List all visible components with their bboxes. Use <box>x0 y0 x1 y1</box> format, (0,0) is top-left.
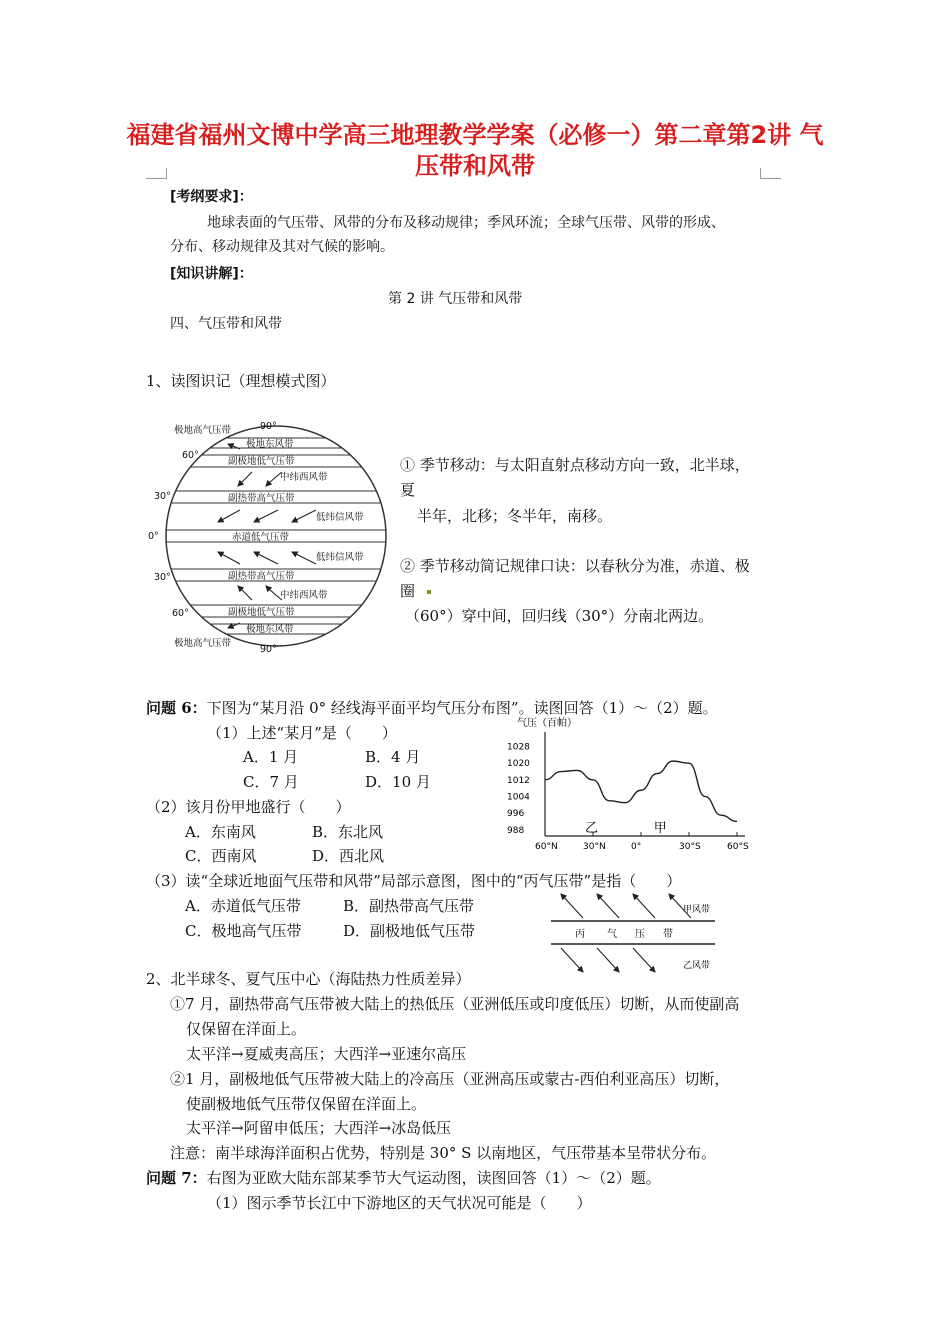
globe-label-lat30-top: 30° <box>154 491 171 502</box>
q6-opt-b: B．4 月 <box>365 748 421 766</box>
globe-label-lat0: 0° <box>148 531 159 542</box>
note2-line3: （60°）穿中间，回归线（30°）分南北两边。 <box>405 607 714 625</box>
q6-opt3-a: A．赤道低气压带 <box>185 897 301 915</box>
section-heading: 四、气压带和风带 <box>170 316 282 332</box>
band-char-4: 带 <box>663 929 673 940</box>
kaogang-text-line2: 分布、移动规律及其对气候的影响。 <box>170 239 394 255</box>
p1-line1: ①7 月，副热带高气压带被大陆上的热低压（亚洲低压或印度低压）切断，从而使副高 <box>170 995 740 1013</box>
chart-annotation-yi: 乙 <box>585 821 599 836</box>
item2-heading: 2、北半球冬、夏气压中心（海陆热力性质差异） <box>146 970 471 988</box>
q6-opt3-d: D．副极地低气压带 <box>343 922 476 940</box>
q6-stem: 下图为“某月沿 0° 经线海平面平均气压分布图”。读图回答（1）～（2）题。 <box>206 699 718 717</box>
q7-stem: 右图为亚欧大陆东部某季节大气运动图，读图回答（1）～（2）题。 <box>206 1169 661 1187</box>
pressure-band-diagram <box>545 888 725 974</box>
corner-mark-right <box>760 168 781 179</box>
chart-ytick-2: 1012 <box>507 775 530 786</box>
q6-label: 问题 6： <box>146 699 207 717</box>
p2-line3: 太平洋→阿留申低压；大西洋→冰岛低压 <box>186 1119 452 1137</box>
globe-label-subtropical-high-top: 副热带高气压带 <box>228 493 295 504</box>
band-char-3: 压 <box>635 929 645 940</box>
kaogang-text-line1: 地球表面的气压带、风带的分布及移动规律；季风环流；全球气压带、风带的形成、 <box>207 215 725 231</box>
globe-label-lat60-top: 60° <box>182 450 199 461</box>
note2-line1: ② 季节移动简记规律口诀：以春秋分为准，赤道、极 <box>400 557 750 575</box>
chart-xtick-0: 60°N <box>535 842 558 852</box>
globe-label-westerlies-bottom: 中纬西风带 <box>280 590 328 601</box>
q6-sub3: （3）读“全球近地面气压带和风带”局部示意图，图中的“丙气压带”是指（ ） <box>146 872 682 890</box>
chart-ytick-4: 996 <box>507 809 525 820</box>
note-line: 注意：南半球海洋面积占优势，特别是 30° S 以南地区，气压带基本呈带状分布。 <box>170 1144 717 1162</box>
chart-ytick-1: 1020 <box>507 759 530 770</box>
globe-label-polar-easterlies-top: 极地东风带 <box>246 439 294 450</box>
globe-label-trades-top: 低纬信风带 <box>316 512 364 523</box>
chart-ytick-3: 1004 <box>507 792 530 803</box>
q6-opt-d: D．10 月 <box>365 773 431 791</box>
globe-label-subtropical-high-bottom: 副热带高气压带 <box>228 571 295 582</box>
note1-line3: 半年，北移；冬半年，南移。 <box>417 507 613 525</box>
page-title-line2: 压带和风带 <box>415 152 535 180</box>
q6-opt3-c: C．极地高气压带 <box>185 922 302 940</box>
globe-label-subpolar-low-bottom: 副极地低气压带 <box>228 607 295 618</box>
globe-label-westerlies-top: 中纬西风带 <box>280 472 328 483</box>
p1-line3: 太平洋→夏威夷高压；大西洋→亚速尔高压 <box>186 1045 467 1063</box>
q7-sub1: （1）图示季节长江中下游地区的天气状况可能是（ ） <box>207 1194 592 1212</box>
globe-label-lat60-bottom: 60° <box>172 608 189 619</box>
q7-label: 问题 7： <box>146 1169 207 1187</box>
chart-annotation-jia: 甲 <box>653 821 667 836</box>
item1-heading: 1、读图识记（理想模式图） <box>146 372 336 390</box>
note1-line1: ① 季节移动：与太阳直射点移动方向一致，北半球， <box>400 456 750 474</box>
globe-label-lat30-bottom: 30° <box>154 572 171 583</box>
chart-pressure-line <box>545 761 737 821</box>
pressure-line-chart <box>505 714 765 854</box>
p2-line2: 使副极地低气压带仅保留在洋面上。 <box>186 1095 427 1113</box>
chart-xtick-2: 0° <box>631 842 642 852</box>
q6-opt2-d: D．西北风 <box>312 847 385 865</box>
band-char-1: 丙 <box>575 929 585 940</box>
q6-opt-a: A．1 月 <box>243 748 299 766</box>
q6-sub1: （1）上述“某月”是（ ） <box>207 724 397 742</box>
q6-opt2-c: C．西南风 <box>185 847 257 865</box>
chart-ytick-5: 988 <box>507 825 525 836</box>
q6-sub2: （2）该月份甲地盛行（ ） <box>146 798 351 816</box>
band-wind-top: 甲风带 <box>683 905 711 915</box>
globe-label-polar-high-bottom: 极地高气压带 <box>174 638 232 649</box>
page-title-line1: 福建省福州文博中学高三地理教学学案（必修一）第二章第2讲 气 <box>126 121 824 149</box>
globe-label-equatorial-low: 赤道低气压带 <box>232 532 290 543</box>
chart-xtick-4: 60°S <box>727 842 749 852</box>
globe-label-polar-easterlies-bottom: 极地东风带 <box>246 624 294 635</box>
globe-label-subpolar-low-top: 副极地低气压带 <box>228 456 295 467</box>
chart-ylabel: 气压（百帕） <box>517 718 577 729</box>
q6-opt2-a: A．东南风 <box>185 823 256 841</box>
q6-opt3-b: B．副热带高气压带 <box>343 897 475 915</box>
p2-line1: ②1 月，副极地低气压带被大陆上的冷高压（亚洲高压或蒙古-西伯利亚高压）切断， <box>170 1070 730 1088</box>
note2-line2: 圈 <box>400 582 416 600</box>
chart-xtick-3: 30°S <box>679 842 701 852</box>
p1-line2: 仅保留在洋面上。 <box>186 1020 307 1038</box>
pressure-wind-globe-diagram <box>148 418 388 656</box>
zhishi-label: [知识讲解]： <box>170 266 253 282</box>
chart-xtick-1: 30°N <box>583 842 606 852</box>
q6-opt2-b: B．东北风 <box>312 823 384 841</box>
band-wind-bottom: 乙风带 <box>683 961 711 971</box>
kaogang-label: [考纲要求]： <box>170 189 253 205</box>
globe-label-lat90-top: 90° <box>260 421 277 432</box>
lecture-title: 第 2 讲 气压带和风带 <box>388 291 523 307</box>
globe-label-polar-high-top: 极地高气压带 <box>174 425 232 436</box>
globe-label-trades-bottom: 低纬信风带 <box>316 552 364 563</box>
chart-ytick-0: 1028 <box>507 742 530 753</box>
q6-opt-c: C．7 月 <box>243 773 299 791</box>
globe-label-lat90-bottom: 90° <box>260 644 277 655</box>
band-char-2: 气 <box>607 929 617 940</box>
corner-mark-left <box>146 168 167 179</box>
dot-mark <box>427 590 431 594</box>
q7-line <box>146 1167 661 1188</box>
note1-line2: 夏 <box>400 481 416 499</box>
